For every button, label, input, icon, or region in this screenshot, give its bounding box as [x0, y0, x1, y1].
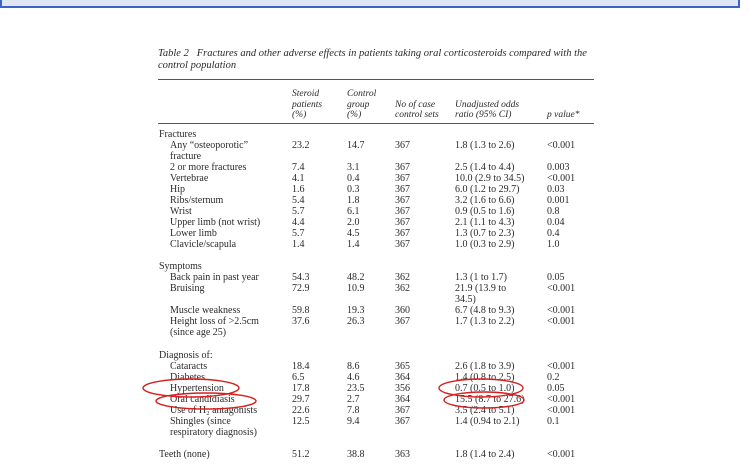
odds-ratio-cell: 1.8 (1.4 to 2.4) — [455, 449, 515, 460]
p-value-cell: <0.001 — [547, 404, 576, 416]
steroid-pct-cell: 5.7 — [292, 205, 305, 217]
p-value-cell: <0.001 — [547, 449, 576, 460]
odds-ratio-cell: 1.4 (0.94 to 2.1) — [455, 415, 520, 427]
case-sets-cell: 367 — [395, 227, 410, 239]
row-label: Clavicle/scapula — [170, 238, 237, 250]
steroid-pct-cell: 37.6 — [292, 316, 310, 327]
p-value-cell: 0.2 — [547, 371, 560, 383]
case-sets-cell: 367 — [395, 316, 410, 327]
steroid-pct-cell: 51.2 — [292, 449, 310, 460]
odds-ratio-cell: 6.7 (4.8 to 9.3) — [455, 305, 515, 316]
odds-ratio-cell: 2.6 (1.8 to 3.9) — [455, 360, 515, 372]
top-rule — [158, 79, 594, 80]
p-value-cell: <0.001 — [547, 172, 576, 184]
case-sets-cell: 364 — [395, 393, 410, 405]
row-label: Upper limb (not wrist) — [170, 216, 261, 228]
control-pct-cell: 0.3 — [347, 183, 360, 195]
case-sets-cell: 367 — [395, 205, 410, 217]
header-p-value: p value* — [547, 110, 580, 120]
steroid-pct-cell: 22.6 — [292, 404, 310, 416]
odds-ratio-cell: 0.7 (0.5 to 1.0) — [455, 382, 515, 394]
table-row — [0, 372, 750, 383]
steroid-pct-cell: 5.7 — [292, 227, 305, 239]
section-title: Diagnosis of: — [159, 349, 213, 361]
odds-ratio-cell: 2.1 (1.1 to 4.3) — [455, 216, 515, 228]
table-row — [0, 239, 750, 250]
steroid-pct-cell: 18.4 — [292, 360, 310, 372]
control-pct-cell: 6.1 — [347, 205, 360, 217]
row-label: Hypertension — [170, 382, 224, 394]
case-sets-cell: 367 — [395, 194, 410, 206]
control-pct-cell: 9.4 — [347, 415, 360, 427]
odds-ratio-cell: 3.5 (2.4 to 5.1) — [455, 404, 515, 416]
caption-label: Table 2 — [158, 48, 189, 59]
row-label: Vertebrae — [170, 172, 209, 184]
table-row — [0, 305, 750, 316]
p-value-cell: 0.4 — [547, 227, 560, 239]
steroid-pct-cell: 4.4 — [292, 216, 305, 228]
odds-ratio-cell: 1.3 (1 to 1.7) — [455, 272, 507, 283]
p-value-cell: 0.05 — [547, 382, 565, 394]
control-pct-cell: 2.7 — [347, 393, 360, 405]
table-row — [0, 217, 750, 228]
steroid-pct-cell: 6.5 — [292, 371, 305, 383]
odds-ratio-cell: 1.7 (1.3 to 2.2) — [455, 316, 515, 327]
case-sets-cell: 367 — [395, 139, 410, 151]
control-pct-cell: 26.3 — [347, 316, 365, 327]
row-label: fracture — [170, 150, 202, 162]
control-pct-cell: 10.9 — [347, 283, 365, 294]
steroid-pct-cell: 5.4 — [292, 194, 305, 206]
row-label: Muscle weakness — [170, 305, 241, 316]
steroid-pct-cell: 12.5 — [292, 415, 310, 427]
odds-ratio-cell: 34.5) — [455, 294, 476, 305]
case-sets-cell: 364 — [395, 371, 410, 383]
row-label: Use of H₂ antagonists — [170, 404, 258, 416]
top-banner — [0, 0, 740, 8]
case-sets-cell: 367 — [395, 172, 410, 184]
control-pct-cell: 19.3 — [347, 305, 365, 316]
row-label: Shingles (since — [170, 415, 231, 427]
case-sets-cell: 367 — [395, 216, 410, 228]
row-label: Height loss of >2.5cm — [170, 316, 259, 327]
row-label: Oral candidiasis — [170, 393, 235, 405]
case-sets-cell: 367 — [395, 404, 410, 416]
header-steroid: Steroid patients (%) — [292, 89, 323, 120]
steroid-pct-cell: 1.6 — [292, 183, 305, 195]
odds-ratio-cell: 1.3 (0.7 to 2.3) — [455, 227, 515, 239]
table-row — [0, 184, 750, 195]
p-value-cell: 0.1 — [547, 415, 560, 427]
header-rule — [158, 123, 594, 124]
steroid-pct-cell: 23.2 — [292, 139, 310, 151]
section-title: Symptoms — [159, 261, 202, 272]
steroid-pct-cell: 54.3 — [292, 272, 310, 283]
control-pct-cell: 4.5 — [347, 227, 360, 239]
case-sets-cell: 360 — [395, 305, 410, 316]
steroid-pct-cell: 72.9 — [292, 283, 310, 294]
p-value-cell: 0.003 — [547, 161, 570, 173]
case-sets-cell: 367 — [395, 238, 410, 250]
table-row — [0, 449, 750, 460]
p-value-cell: <0.001 — [547, 393, 576, 405]
control-pct-cell: 3.1 — [347, 161, 360, 173]
row-label: Any “osteoporotic” — [170, 139, 249, 151]
row-label: Teeth (none) — [159, 449, 210, 460]
table-row — [0, 394, 750, 405]
control-pct-cell: 1.8 — [347, 194, 360, 206]
case-sets-cell: 367 — [395, 415, 410, 427]
p-value-cell: 0.05 — [547, 272, 565, 283]
table-row — [0, 140, 750, 162]
caption-text: Fractures and other adverse effects in patients taking oral corticosteroids compared with the control population — [158, 48, 587, 71]
control-pct-cell: 8.6 — [347, 360, 360, 372]
odds-ratio-cell: 3.2 (1.6 to 6.6) — [455, 194, 515, 206]
table-row — [0, 383, 750, 394]
p-value-cell: <0.001 — [547, 360, 576, 372]
odds-ratio-cell: 1.0 (0.3 to 2.9) — [455, 238, 515, 250]
steroid-pct-cell: 17.8 — [292, 382, 310, 394]
p-value-cell: <0.001 — [547, 316, 576, 327]
row-label: Hip — [170, 183, 185, 195]
row-label: Lower limb — [170, 227, 217, 239]
table-row — [0, 173, 750, 184]
case-sets-cell: 356 — [395, 382, 410, 394]
table-row — [0, 162, 750, 173]
table-caption — [158, 48, 608, 72]
p-value-cell: 0.03 — [547, 183, 565, 195]
row-label: Bruising — [170, 283, 205, 294]
control-pct-cell: 48.2 — [347, 272, 365, 283]
table-row — [0, 272, 750, 283]
table-row — [0, 416, 750, 438]
control-pct-cell: 38.8 — [347, 449, 365, 460]
odds-ratio-cell: 6.0 (1.2 to 29.7) — [455, 183, 520, 195]
odds-ratio-cell: 21.9 (13.9 to — [455, 283, 507, 294]
table-row — [0, 316, 750, 338]
steroid-pct-cell: 1.4 — [292, 238, 305, 250]
case-sets-cell: 367 — [395, 183, 410, 195]
table-row — [0, 195, 750, 206]
odds-ratio-cell: 15.5 (8.7 to 27.6) — [455, 393, 525, 405]
header-odds-ratio: Unadjusted odds ratio (95% CI) — [455, 99, 520, 120]
steroid-pct-cell: 59.8 — [292, 305, 310, 316]
control-pct-cell: 23.5 — [347, 382, 365, 394]
header-control: Control group (%) — [347, 89, 377, 120]
row-label: respiratory diagnosis) — [170, 426, 257, 438]
odds-ratio-cell: 10.0 (2.9 to 34.5) — [455, 172, 525, 184]
steroid-pct-cell: 7.4 — [292, 161, 305, 173]
odds-ratio-cell: 2.5 (1.4 to 4.4) — [455, 161, 515, 173]
p-value-cell: 0.8 — [547, 205, 560, 217]
p-value-cell: <0.001 — [547, 305, 576, 316]
row-label: Wrist — [170, 205, 192, 217]
control-pct-cell: 14.7 — [347, 139, 365, 151]
steroid-pct-cell: 29.7 — [292, 393, 310, 405]
control-pct-cell: 0.4 — [347, 172, 360, 184]
table-row — [0, 283, 750, 305]
odds-ratio-cell: 0.9 (0.5 to 1.6) — [455, 205, 515, 217]
table-row — [0, 405, 750, 416]
case-sets-cell: 363 — [395, 449, 410, 460]
p-value-cell: <0.001 — [547, 283, 576, 294]
table-row — [0, 228, 750, 239]
control-pct-cell: 4.6 — [347, 371, 360, 383]
p-value-cell: 0.001 — [547, 194, 570, 206]
control-pct-cell: 7.8 — [347, 404, 360, 416]
row-label: Ribs/sternum — [170, 194, 224, 206]
p-value-cell: 0.04 — [547, 216, 565, 228]
row-label: Back pain in past year — [170, 272, 259, 283]
header-case-sets: No of case control sets — [395, 99, 439, 120]
p-value-cell: 1.0 — [547, 238, 560, 250]
case-sets-cell: 362 — [395, 283, 410, 294]
row-label: 2 or more fractures — [170, 161, 247, 173]
odds-ratio-cell: 1.4 (0.8 to 2.5) — [455, 371, 515, 383]
case-sets-cell: 365 — [395, 360, 410, 372]
row-label: (since age 25) — [170, 327, 227, 338]
control-pct-cell: 1.4 — [347, 238, 360, 250]
case-sets-cell: 362 — [395, 272, 410, 283]
case-sets-cell: 367 — [395, 161, 410, 173]
steroid-pct-cell: 4.1 — [292, 172, 305, 184]
odds-ratio-cell: 1.8 (1.3 to 2.6) — [455, 139, 515, 151]
row-label: Cataracts — [170, 360, 208, 372]
table-row — [0, 206, 750, 217]
row-label: Diabetes — [170, 371, 205, 383]
section-title: Fractures — [159, 128, 197, 140]
p-value-cell: <0.001 — [547, 139, 576, 151]
table-row — [0, 361, 750, 372]
control-pct-cell: 2.0 — [347, 216, 360, 228]
